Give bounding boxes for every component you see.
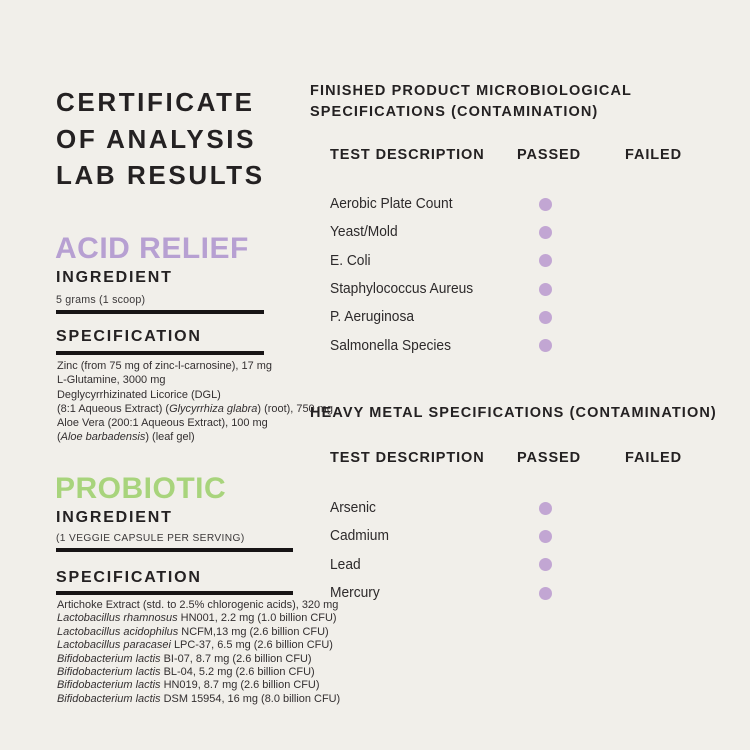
divider-rule <box>56 310 264 314</box>
heavy-metal-table-body <box>330 494 715 607</box>
passed-cell <box>517 198 625 211</box>
spec-text: ) (root), 750 mg <box>257 402 333 415</box>
passed-dot <box>539 226 552 239</box>
specification-label: SPECIFICATION <box>56 569 202 586</box>
passed-cell <box>517 587 625 600</box>
spec-species-name: Bifidobacterium lactis <box>57 679 161 692</box>
passed-dot <box>539 558 552 571</box>
spec-line <box>57 653 340 666</box>
test-description: Arsenic <box>330 500 376 517</box>
column-header-test-description: TEST DESCRIPTION <box>330 450 485 466</box>
spec-line <box>57 639 340 652</box>
passed-cell <box>517 254 625 267</box>
passed-dot <box>539 198 552 211</box>
divider-rule <box>56 591 293 595</box>
test-row <box>330 218 715 246</box>
section-title-acid-relief: ACID RELIEF <box>55 232 249 265</box>
table-header-row <box>330 147 715 163</box>
page-title <box>56 84 265 194</box>
test-row <box>330 303 715 331</box>
specification-list-probiotic <box>57 599 349 706</box>
spec-species-name: Lactobacillus paracasei <box>57 639 171 652</box>
passed-cell <box>517 226 625 239</box>
serving-size-text: 5 grams (1 scoop) <box>56 294 146 306</box>
test-description: Yeast/Mold <box>330 224 398 241</box>
table-header-row <box>330 450 715 466</box>
spec-text: (8:1 Aqueous Extract) ( <box>57 402 170 415</box>
test-row <box>330 551 715 579</box>
column-header-failed: FAILED <box>625 450 682 466</box>
passed-dot <box>539 587 552 600</box>
test-description: Aerobic Plate Count <box>330 196 453 213</box>
passed-cell <box>517 283 625 296</box>
passed-dot <box>539 254 552 267</box>
spec-text: Zinc (from 75 mg of zinc-l-carnosine), 17 mg <box>57 360 272 372</box>
divider-rule <box>56 351 264 355</box>
column-header-test-description: TEST DESCRIPTION <box>330 147 485 163</box>
spec-text: ) (leaf gel) <box>145 431 195 444</box>
divider-rule <box>56 548 293 552</box>
serving-size-text: (1 VEGGIE CAPSULE PER SERVING) <box>56 532 245 544</box>
test-description: Cadmium <box>330 528 389 545</box>
passed-dot <box>539 283 552 296</box>
spec-text: L-Glutamine, 3000 mg <box>57 374 166 387</box>
microbiological-table-heading: FINISHED PRODUCT MICROBIOLOGICAL SPECIFICATIONS (CONTAMINATION) <box>310 83 632 120</box>
spec-text: HN001, 2.2 mg (1.0 billion CFU) <box>177 612 337 625</box>
page-title-line: LAB RESULTS <box>56 160 265 190</box>
passed-cell <box>517 530 625 543</box>
spec-text: NCFM,13 mg (2.6 billion CFU) <box>178 625 329 638</box>
test-row <box>330 522 715 550</box>
spec-species-name: Bifidobacterium lactis <box>57 666 161 679</box>
section-title-probiotic: PROBIOTIC <box>55 472 227 505</box>
passed-cell <box>517 311 625 324</box>
passed-cell <box>517 558 625 571</box>
spec-line <box>57 599 340 612</box>
spec-text: Artichoke Extract (std. to 2.5% chlorogenic acids), 320 mg <box>57 599 339 611</box>
spec-line <box>57 626 340 639</box>
spec-species-name: Bifidobacterium lactis <box>57 692 161 705</box>
test-description: P. Aeruginosa <box>330 309 415 326</box>
specification-list-acid-relief <box>57 359 341 445</box>
test-row <box>330 247 715 275</box>
spec-line <box>57 430 333 444</box>
test-row <box>330 190 715 218</box>
spec-line <box>57 359 333 373</box>
spec-line <box>57 666 340 679</box>
spec-line <box>57 402 333 416</box>
test-description: Lead <box>330 556 361 573</box>
spec-species-name: Bifidobacterium lactis <box>57 652 161 665</box>
ingredient-label: INGREDIENT <box>56 269 173 286</box>
spec-text: DSM 15954, 16 mg (8.0 billion CFU) <box>160 692 341 705</box>
column-header-failed: FAILED <box>625 147 682 163</box>
column-header-passed: PASSED <box>517 147 581 163</box>
spec-line <box>57 693 340 706</box>
spec-text: Deglycyrrhizinated Licorice (DGL) <box>57 388 221 401</box>
spec-text: ( <box>57 431 61 444</box>
test-row <box>330 494 715 522</box>
spec-species-name: Aloe barbadensis <box>60 431 146 444</box>
microbiological-table-body <box>330 190 715 360</box>
spec-text: Aloe Vera (200:1 Aqueous Extract), 100 mg <box>57 417 268 430</box>
test-description: E. Coli <box>330 252 371 269</box>
spec-species-name: Glycyrrhiza glabra <box>169 402 258 415</box>
passed-cell <box>517 339 625 352</box>
column-header-passed: PASSED <box>517 450 581 466</box>
test-description: Staphylococcus Aureus <box>330 281 474 298</box>
page-title-line: OF ANALYSIS <box>56 123 257 154</box>
spec-line <box>57 388 333 402</box>
test-row <box>330 331 715 359</box>
spec-text: LPC-37, 6.5 mg (2.6 billion CFU) <box>170 639 333 652</box>
spec-line <box>57 373 333 387</box>
test-description: Mercury <box>330 585 380 602</box>
specification-label: SPECIFICATION <box>56 328 202 345</box>
test-row <box>330 579 715 607</box>
ingredient-label: INGREDIENT <box>56 509 173 526</box>
spec-line <box>57 416 333 430</box>
page-title-line: CERTIFICATE <box>56 87 255 117</box>
passed-dot <box>539 530 552 543</box>
spec-text: HN019, 8.7 mg (2.6 billion CFU) <box>160 679 320 692</box>
spec-text: BL-04, 5.2 mg (2.6 billion CFU) <box>160 666 315 679</box>
spec-text: BI-07, 8.7 mg (2.6 billion CFU) <box>160 652 312 665</box>
spec-species-name: Lactobacillus rhamnosus <box>57 612 178 625</box>
test-description: Salmonella Species <box>330 337 451 354</box>
spec-species-name: Lactobacillus acidophilus <box>57 625 179 638</box>
passed-dot <box>539 311 552 324</box>
passed-cell <box>517 502 625 515</box>
passed-dot <box>539 502 552 515</box>
spec-line <box>57 612 340 625</box>
test-row <box>330 275 715 303</box>
passed-dot <box>539 339 552 352</box>
spec-line <box>57 679 340 692</box>
heavy-metal-table-heading: HEAVY METAL SPECIFICATIONS (CONTAMINATION) <box>310 405 717 421</box>
